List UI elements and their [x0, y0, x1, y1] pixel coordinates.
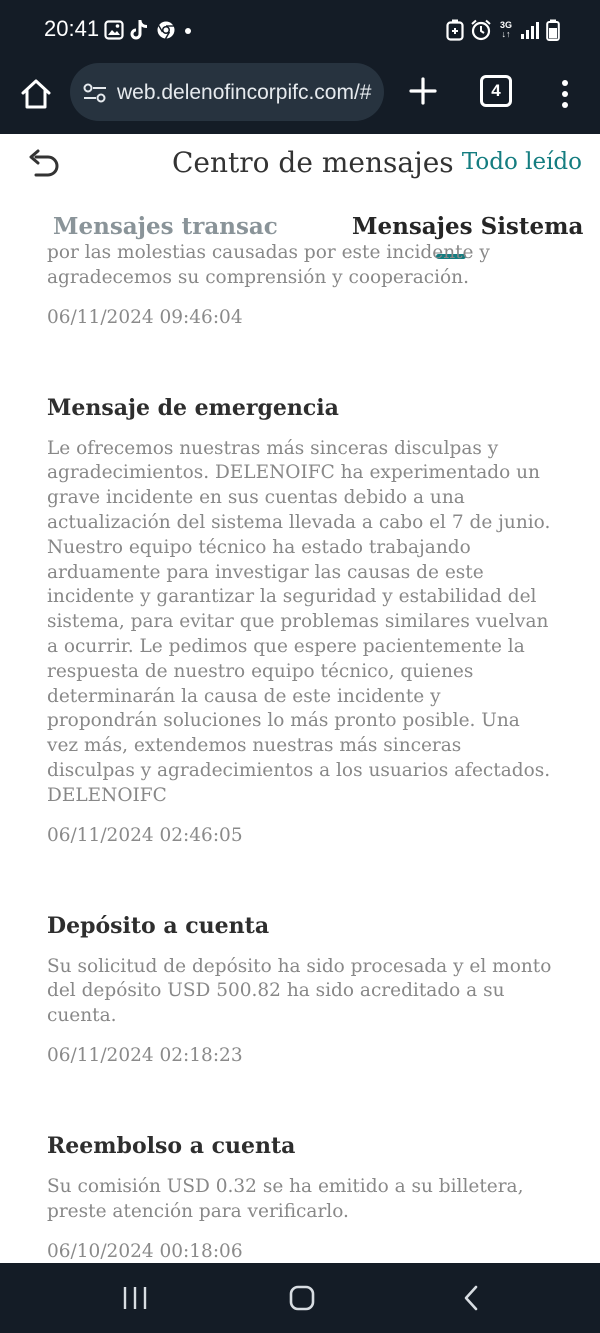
message-item[interactable]: [0, 393, 600, 849]
battery-icon: [546, 19, 560, 41]
dot-icon: [182, 20, 194, 40]
message-gap: [0, 849, 600, 911]
message-title: Mensaje de emergencia: [47, 394, 339, 421]
status-time: 20:41: [44, 16, 100, 41]
message-date: 06/11/2024 02:18:23: [47, 1044, 243, 1066]
message-date: 06/10/2024 00:18:06: [47, 1240, 243, 1262]
browser-toolbar: [0, 58, 600, 134]
back-arrow-icon[interactable]: [26, 148, 62, 184]
url-text: web.delenofincorpifc.com/#: [117, 81, 372, 104]
gallery-icon: [104, 20, 124, 40]
network-type: 3G ↓↑: [499, 20, 512, 39]
message-body: Le ofrecemos nuestras más sinceras disculpas y agradecimientos. DELENOIFC ha experimentado un grave incidente en sus cuentas debido a una actualización del sistema llevada a cabo el 7 de junio. Nuestro equipo técnico ha estado trabajando arduamente para investigar las causas de este incidente y garantizar la seguridad y estabilidad del sistema, para evitar que problemas similares vuelvan a ocurrir. Le pedimos que espere pacientemente la respuesta de nuestro equipo técnico, quienes determinarán la causa de este incidente y propondrán soluciones lo más pronto posible. Una vez más, extendemos nuestras más sinceras disculpas y agradecimientos a los usuarios afectados. DELENOIFC: [47, 437, 551, 806]
new-tab-icon[interactable]: [406, 74, 440, 108]
home-icon[interactable]: [17, 75, 55, 113]
tiktok-icon: [130, 19, 150, 41]
message-title: Reembolso a cuenta: [47, 1132, 296, 1159]
signal-icon: [520, 21, 540, 39]
message-gap: [0, 331, 600, 393]
home-nav-icon[interactable]: [288, 1284, 316, 1312]
message-date: 06/11/2024 02:46:05: [47, 824, 243, 846]
chrome-icon: [156, 20, 176, 40]
message-list[interactable]: [0, 242, 600, 1263]
notification-icons: [104, 18, 194, 42]
back-nav-icon[interactable]: [459, 1284, 483, 1312]
tab-switcher-button[interactable]: 4: [480, 75, 512, 107]
message-title: Depósito a cuenta: [47, 912, 270, 939]
mark-all-read-button[interactable]: Todo leído: [461, 149, 582, 175]
page-title: Centro de mensajes: [172, 146, 454, 179]
site-settings-icon[interactable]: [82, 81, 108, 105]
address-bar[interactable]: [70, 63, 384, 121]
message-item[interactable]: [0, 241, 600, 331]
alarm-icon: [470, 19, 492, 41]
tab-transaction-messages[interactable]: Mensajes transac: [53, 213, 278, 240]
system-status-icons: [446, 18, 560, 42]
more-options-icon[interactable]: [552, 75, 578, 113]
recents-icon[interactable]: [120, 1285, 150, 1311]
message-body: Su solicitud de depósito ha sido procesada y el monto del depósito USD 500.82 ha sido acreditado a su cuenta.: [47, 955, 552, 1027]
message-gap: [0, 1069, 600, 1131]
message-body: Su comisión USD 0.32 se ha emitido a su billetera, preste atención para verificarlo.: [47, 1175, 524, 1222]
message-item[interactable]: [0, 1131, 600, 1265]
tab-system-messages[interactable]: Mensajes Sistema: [352, 213, 584, 240]
battery-saver-icon: [446, 19, 464, 41]
message-body: por las molestias causadas por este incidente y agradecemos su comprensión y cooperación.: [47, 242, 490, 288]
message-item[interactable]: [0, 911, 600, 1069]
system-navigation-bar: [0, 1263, 600, 1333]
status-bar: [0, 0, 600, 58]
message-date: 06/11/2024 09:46:04: [47, 306, 243, 328]
page-header: [0, 134, 600, 200]
